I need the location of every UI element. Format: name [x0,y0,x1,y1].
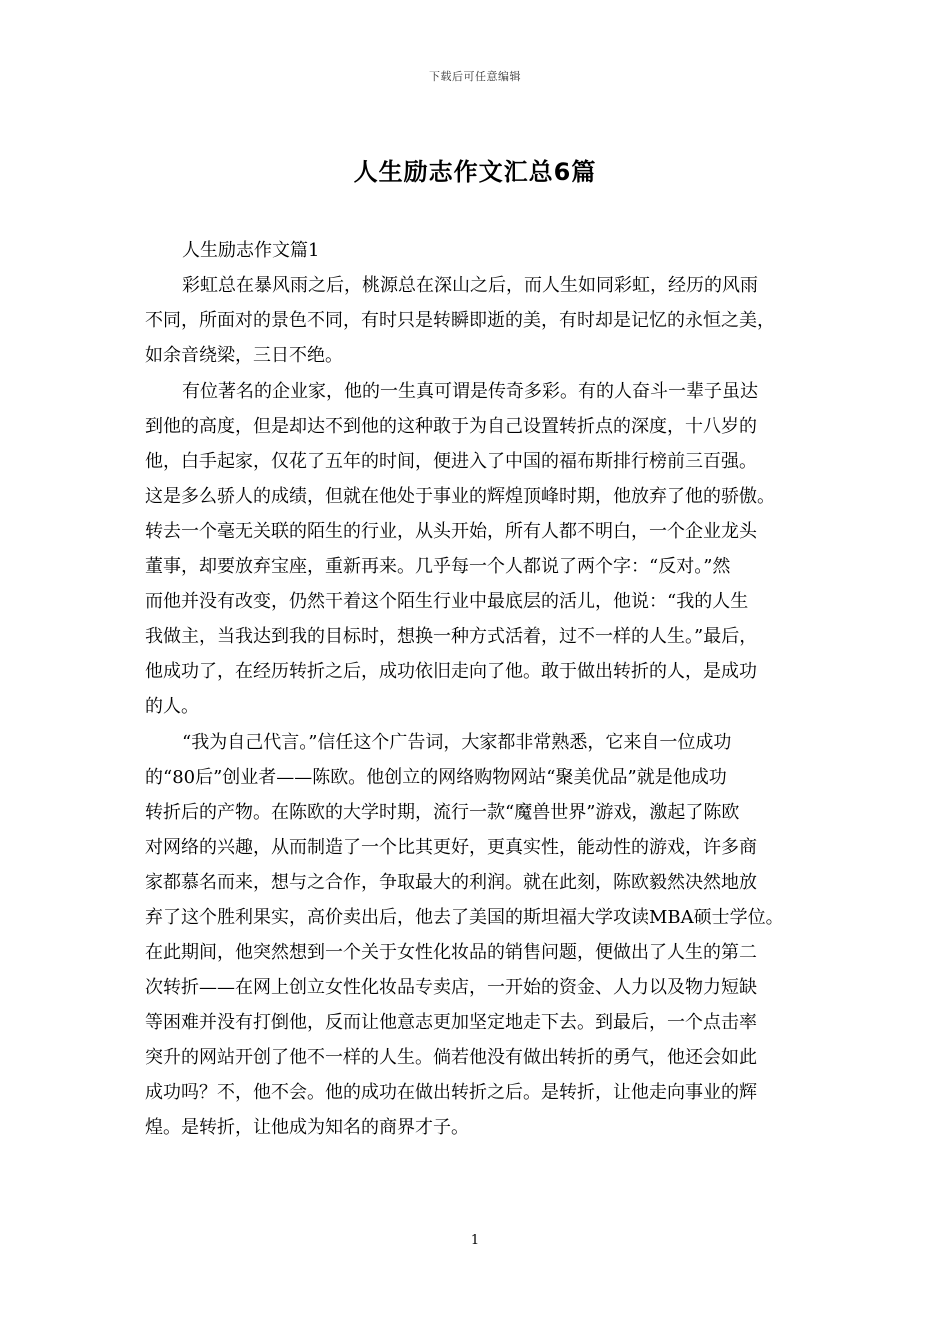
text-line: 弃了这个胜利果实，高价卖出后，他去了美国的斯坦福大学攻读MBA硕士学位。 [145,907,784,928]
text-line: 在此期间，他突然想到一个关于女性化妆品的销售问题，便做出了人生的第二 [145,942,757,963]
text-line: 如余音绕梁，三日不绝。 [145,345,343,366]
text-line: 转去一个毫无关联的陌生的行业，从头开始，所有人都不明白，一个企业龙头 [145,521,757,542]
document-title: 人生励志作文汇总6篇 [353,158,597,186]
document-body [145,236,817,1149]
text-line: 董事，却要放弃宝座，重新再来。几乎每一个人都说了两个字：“反对。”然 [145,556,731,577]
text-line: 不同，所面对的景色不同，有时只是转瞬即逝的美，有时却是记忆的永恒之美， [145,310,775,331]
text-line: 成功吗？不，他不会。他的成功在做出转折之后。是转折，让他走向事业的辉 [145,1082,757,1103]
text-line: 家都慕名而来，想与之合作，争取最大的利润。就在此刻，陈欧毅然决然地放 [145,872,757,893]
text-line: 而他并没有改变，仍然干着这个陌生行业中最底层的活儿，他说：“我的人生 [145,591,749,612]
header-note: 下载后可任意编辑 [429,70,521,83]
paragraph-3 [145,728,817,1143]
text-line: 煌。是转折，让他成为知名的商界才子。 [145,1117,469,1138]
text-line: 他成功了，在经历转折之后，成功依旧走向了他。敢于做出转折的人，是成功 [145,661,757,682]
text-line: “我为自己代言。”信任这个广告词，大家都非常熟悉，它来自一位成功 [182,732,732,753]
section-heading: 人生励志作文篇1 [182,240,320,261]
text-line: 突升的网站开创了他不一样的人生。倘若他没有做出转折的勇气，他还会如此 [145,1047,757,1068]
text-line: 的“80后”创业者——陈欧。他创立的网络购物网站“聚美优品”就是他成功 [145,767,727,788]
text-line: 次转折——在网上创立女性化妆品专卖店，一开始的资金、人力以及物力短缺 [145,977,757,998]
text-line: 到他的高度，但是却达不到他的这种敢于为自己设置转折点的深度，十八岁的 [145,416,757,437]
text-line: 有位著名的企业家，他的一生真可谓是传奇多彩。有的人奋斗一辈子虽达 [182,381,758,402]
text-line: 这是多么骄人的成绩，但就在他处于事业的辉煌顶峰时期，他放弃了他的骄傲。 [145,486,775,507]
text-line: 彩虹总在暴风雨之后，桃源总在深山之后，而人生如同彩虹，经历的风雨 [182,275,758,296]
page-number: 1 [470,1233,480,1248]
text-line: 的人。 [145,696,199,717]
text-line: 我做主，当我达到我的目标时，想换一种方式活着，过不一样的人生。”最后， [145,626,758,647]
paragraph-1 [145,271,817,371]
text-line: 转折后的产物。在陈欧的大学时期，流行一款“魔兽世界”游戏，激起了陈欧 [145,802,740,823]
text-line: 他，白手起家，仅花了五年的时间，便进入了中国的福布斯排行榜前三百强。 [145,451,757,472]
text-line: 等困难并没有打倒他，反而让他意志更加坚定地走下去。到最后，一个点击率 [145,1012,757,1033]
text-line: 对网络的兴趣，从而制造了一个比其更好，更真实性，能动性的游戏，许多商 [145,837,757,858]
paragraph-2 [145,377,817,722]
